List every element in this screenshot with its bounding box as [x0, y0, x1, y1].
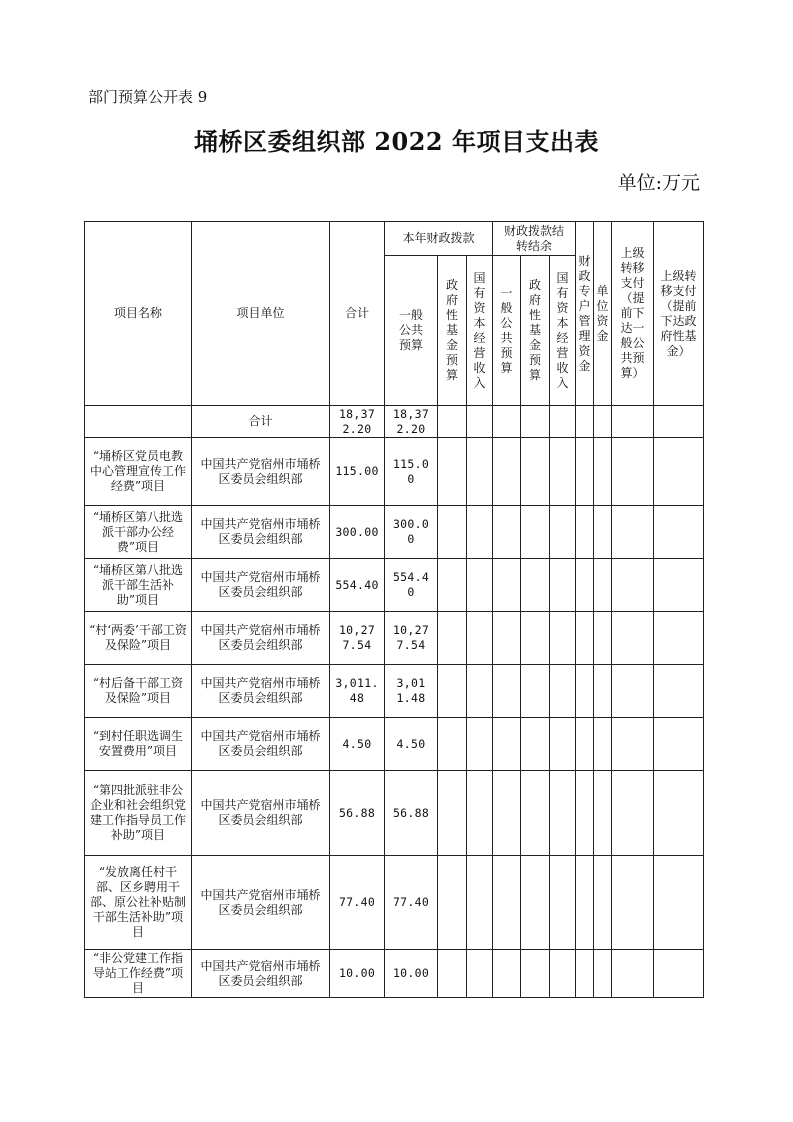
row-general: 3,011.48 — [385, 665, 438, 718]
row-total: 10,277.54 — [330, 612, 385, 665]
table-row — [85, 665, 704, 718]
total-row-general: 18,372.20 — [385, 406, 438, 438]
table-row — [85, 438, 704, 506]
row-general: 56.88 — [385, 771, 438, 856]
row-project-name: “埇桥区党员电教中心管理宣传工作经费”项目 — [85, 438, 192, 506]
table-row — [85, 950, 704, 998]
row-total: 10.00 — [330, 950, 385, 998]
row-project-name: “第四批派驻非公企业和社会组织党建工作指导员工作补助”项目 — [85, 771, 192, 856]
header-state-capital: 国有资本经营收入 — [467, 256, 493, 406]
table-row — [85, 718, 704, 771]
header-carryover: 财政拨款结转结余 — [493, 222, 576, 256]
row-general: 300.00 — [385, 506, 438, 559]
row-project-unit: 中国共产党宿州市埇桥区委员会组织部 — [192, 856, 330, 950]
row-project-name: “埇桥区第八批选派干部生活补助”项目 — [85, 559, 192, 612]
table-row — [85, 856, 704, 950]
row-total: 3,011.48 — [330, 665, 385, 718]
row-project-unit: 中国共产党宿州市埇桥区委员会组织部 — [192, 506, 330, 559]
row-general: 10.00 — [385, 950, 438, 998]
row-project-unit: 中国共产党宿州市埇桥区委员会组织部 — [192, 950, 330, 998]
row-project-unit: 中国共产党宿州市埇桥区委员会组织部 — [192, 559, 330, 612]
header-gov-fund-budget: 政府性基金预算 — [438, 256, 467, 406]
header-carryover-gov-fund: 政府性基金预算 — [521, 256, 550, 406]
row-project-name: “到村任职选调生安置费用”项目 — [85, 718, 192, 771]
header-transfer-gov-fund: 上级转移支付（提前下达政府性基金） — [654, 222, 704, 406]
row-total: 4.50 — [330, 718, 385, 771]
row-total: 115.00 — [330, 438, 385, 506]
row-total: 77.40 — [330, 856, 385, 950]
row-general: 4.50 — [385, 718, 438, 771]
row-project-unit: 中国共产党宿州市埇桥区委员会组织部 — [192, 665, 330, 718]
table-row — [85, 506, 704, 559]
total-row — [85, 406, 704, 438]
row-project-name: “埇桥区第八批选派干部办公经费”项目 — [85, 506, 192, 559]
row-project-unit: 中国共产党宿州市埇桥区委员会组织部 — [192, 438, 330, 506]
row-project-name: “非公党建工作指导站工作经费”项目 — [85, 950, 192, 998]
header-transfer-general: 上级转移支付（提前下达一般公共预算） — [612, 222, 654, 406]
total-row-label: 合计 — [192, 406, 330, 438]
page-title: 埇桥区委组织部 2022 年项目支出表 — [193, 127, 599, 156]
table-row — [85, 559, 704, 612]
header-total: 合计 — [330, 222, 385, 406]
unit-label: 单位:万元 — [617, 172, 700, 194]
header-general-public-budget: 一般公共预算 — [385, 256, 438, 406]
row-total: 56.88 — [330, 771, 385, 856]
row-project-name: “发放离任村干部、区乡聘用干部、原公社补贴制干部生活补助”项目 — [85, 856, 192, 950]
header-project-name: 项目名称 — [85, 222, 192, 406]
header-project-unit: 项目单位 — [192, 222, 330, 406]
total-row-total: 18,372.20 — [330, 406, 385, 438]
row-project-name: “村‘两委’干部工资及保险”项目 — [85, 612, 192, 665]
row-general: 77.40 — [385, 856, 438, 950]
row-project-unit: 中国共产党宿州市埇桥区委员会组织部 — [192, 612, 330, 665]
table-number-label: 部门预算公开表 9 — [88, 88, 208, 106]
row-project-unit: 中国共产党宿州市埇桥区委员会组织部 — [192, 718, 330, 771]
header-unit-fund: 单位资金 — [594, 222, 612, 406]
project-expenditure-table — [84, 221, 704, 998]
row-general: 10,277.54 — [385, 612, 438, 665]
table-row — [85, 612, 704, 665]
row-project-unit: 中国共产党宿州市埇桥区委员会组织部 — [192, 771, 330, 856]
row-general: 554.40 — [385, 559, 438, 612]
header-fiscal-special-account: 财政专户管理资金 — [576, 222, 594, 406]
row-general: 115.00 — [385, 438, 438, 506]
row-project-name: “村后备干部工资及保险”项目 — [85, 665, 192, 718]
row-total: 554.40 — [330, 559, 385, 612]
header-current-year-appropriation: 本年财政拨款 — [385, 222, 493, 256]
header-carryover-general: 一般公共预算 — [493, 256, 521, 406]
header-carryover-state-capital: 国有资本经营收入 — [550, 256, 576, 406]
row-total: 300.00 — [330, 506, 385, 559]
table-row — [85, 771, 704, 856]
